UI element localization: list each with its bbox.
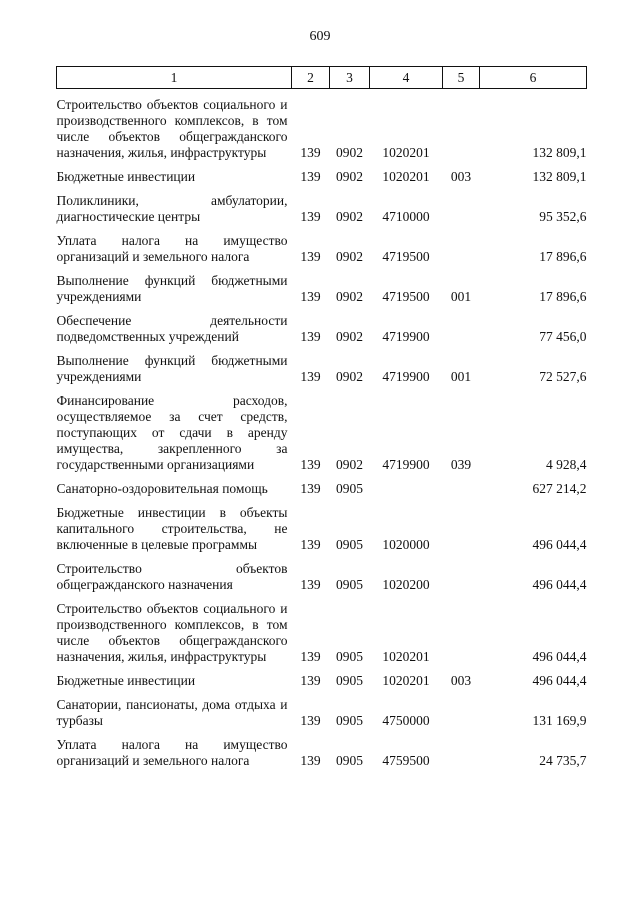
row-admin-code: 139 [300,208,321,224]
row-article-code: 4759500 [382,752,430,768]
table-row [57,97,587,161]
row-section-code: 0902 [336,248,363,264]
row-name: Бюджетные инвестиции [56,672,196,688]
table-row [57,481,587,497]
table-header [57,67,587,89]
row-name: Строительство объектов социального и производственного комплексов, в том числе объектов общегражданского назначения, жилья, инфраструктуры [56,96,288,160]
row-amount: 132 809,1 [532,168,587,184]
table-row [57,393,587,473]
row-admin-code: 139 [300,456,321,472]
row-type-code [443,97,480,161]
row-article-code: 1020201 [382,672,430,688]
row-name: Обеспечение деятельности подведомственных учреждений [56,312,288,344]
row-name: Бюджетные инвестиции [56,168,196,184]
row-name: Поликлиники, амбулатории, диагностические центры [56,192,288,224]
column-header-4: 4 [370,67,443,89]
row-name: Бюджетные инвестиции в объекты капитального строительства, не включенные в целевые программы [56,504,288,552]
table-row [57,697,587,729]
row-name: Санатории, пансионаты, дома отдыха и турбазы [56,696,288,728]
row-amount: 627 214,2 [532,480,587,496]
column-header-3: 3 [330,67,370,89]
row-amount: 132 809,1 [532,144,587,160]
row-section-code: 0902 [336,208,363,224]
row-amount: 17 896,6 [539,288,587,304]
row-admin-code: 139 [300,144,321,160]
row-type-code [443,601,480,665]
row-type-code [443,697,480,729]
row-article-code: 1020201 [382,168,430,184]
table-row [57,505,587,553]
row-admin-code: 139 [300,480,321,496]
row-type-code [443,233,480,265]
row-article-code: 1020201 [382,144,430,160]
row-type-code [443,313,480,345]
table-row [57,601,587,665]
row-article-code: 1020000 [382,536,430,552]
table-row [57,353,587,385]
row-admin-code: 139 [300,368,321,384]
budget-table [56,66,587,769]
row-admin-code: 139 [300,576,321,592]
row-article-code: 1020201 [382,648,430,664]
row-admin-code: 139 [300,536,321,552]
column-header-1: 1 [57,67,292,89]
row-admin-code: 139 [300,248,321,264]
row-article-code: 4750000 [382,712,430,728]
row-article-code: 4719900 [382,328,430,344]
row-type-code: 003 [450,168,472,184]
row-name: Уплата налога на имущество организаций и земельного налога [56,232,288,264]
row-name: Финансирование расходов, осуществляемое за счет средств, поступающих от сдачи в аренду имущества, закрепленного за государственными организациями [56,392,288,472]
table-row [57,273,587,305]
row-type-code [443,737,480,769]
table-row [57,233,587,265]
row-section-code: 0902 [336,328,363,344]
row-amount: 496 044,4 [532,576,587,592]
row-section-code: 0905 [336,672,363,688]
row-section-code: 0905 [336,480,363,496]
row-article-code: 4719500 [382,288,430,304]
column-header-6: 6 [480,67,587,89]
row-admin-code: 139 [300,288,321,304]
row-amount: 17 896,6 [539,248,587,264]
row-admin-code: 139 [300,672,321,688]
row-admin-code: 139 [300,712,321,728]
row-section-code: 0905 [336,752,363,768]
row-type-code [443,505,480,553]
row-name: Выполнение функций бюджетными учреждениями [56,352,288,384]
row-amount: 496 044,4 [532,536,587,552]
row-article-code: 1020200 [382,576,430,592]
row-amount: 496 044,4 [532,672,587,688]
row-admin-code: 139 [300,648,321,664]
row-amount: 77 456,0 [539,328,587,344]
row-admin-code: 139 [300,752,321,768]
table-row [57,193,587,225]
page-number: 609 [309,29,331,44]
row-name: Уплата налога на имущество организаций и земельного налога [56,736,288,768]
row-name: Строительство объектов социального и производственного комплексов, в том числе объектов общегражданского назначения, жилья, инфраструктуры [56,600,288,664]
row-type-code [443,481,480,497]
row-section-code: 0905 [336,712,363,728]
header-row [57,67,587,89]
row-type-code: 001 [450,368,472,384]
row-amount: 95 352,6 [539,208,587,224]
row-name: Выполнение функций бюджетными учреждениями [56,272,288,304]
row-article-code: 4719500 [382,248,430,264]
row-type-code [443,561,480,593]
row-section-code: 0902 [336,168,363,184]
row-article-code [370,481,443,497]
table-row [57,561,587,593]
table-row [57,313,587,345]
row-article-code: 4719900 [382,368,430,384]
row-section-code: 0905 [336,536,363,552]
row-type-code: 003 [450,672,472,688]
column-header-2: 2 [292,67,330,89]
row-admin-code: 139 [300,168,321,184]
row-type-code [443,193,480,225]
row-section-code: 0902 [336,456,363,472]
row-type-code: 039 [450,456,472,472]
row-amount: 4 928,4 [546,456,587,472]
row-article-code: 4710000 [382,208,430,224]
row-admin-code: 139 [300,328,321,344]
row-article-code: 4719900 [382,456,430,472]
table-body [57,89,587,769]
row-amount: 72 527,6 [539,368,587,384]
row-amount: 496 044,4 [532,648,587,664]
row-amount: 24 735,7 [539,752,587,768]
row-section-code: 0902 [336,368,363,384]
row-amount: 131 169,9 [532,712,587,728]
table-row [57,169,587,185]
row-section-code: 0905 [336,648,363,664]
row-name: Строительство объектов общегражданского назначения [56,560,288,592]
row-section-code: 0902 [336,288,363,304]
row-section-code: 0902 [336,144,363,160]
row-type-code: 001 [450,288,472,304]
row-section-code: 0905 [336,576,363,592]
column-header-5: 5 [443,67,480,89]
row-name: Санаторно-оздоровительная помощь [56,480,268,496]
table-row [57,737,587,769]
table-row [57,673,587,689]
